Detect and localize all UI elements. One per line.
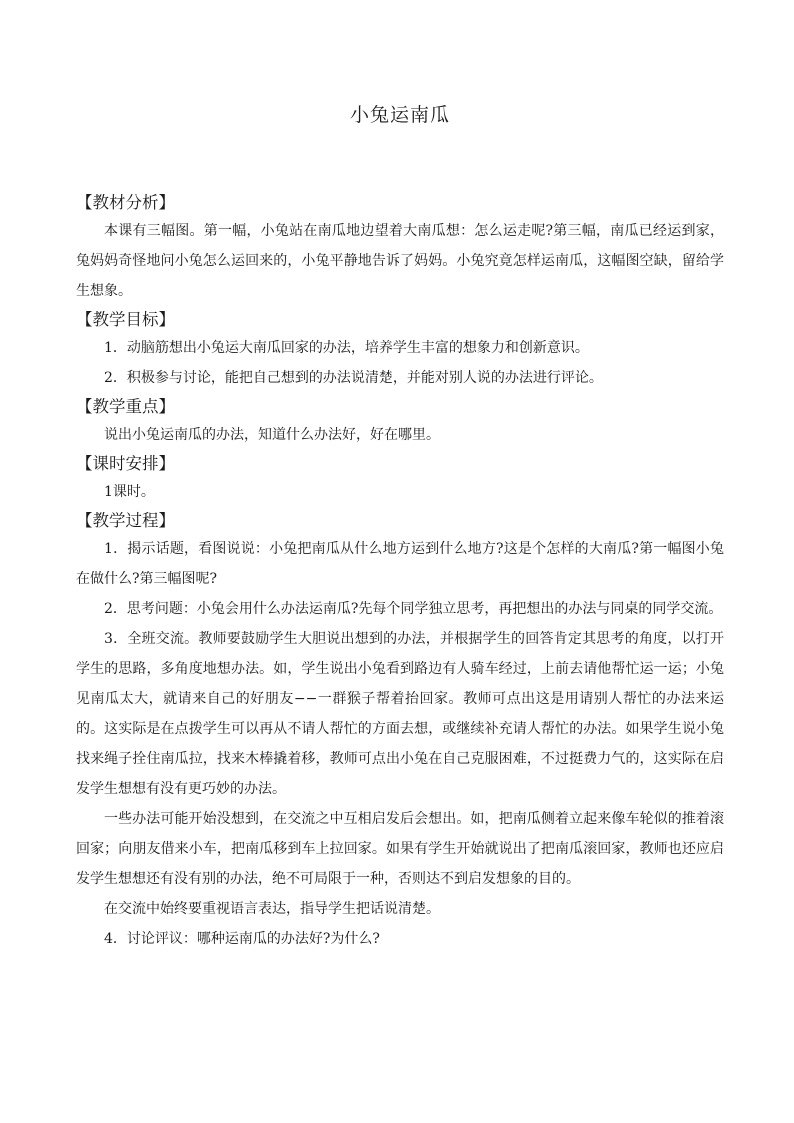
paragraph: 2．思考问题：小兔会用什么办法运南瓜?先每个同学独立思考，再把想出的办法与同桌的同学交流。 (104, 601, 723, 617)
paragraph: 2．积极参与讨论，能把自己想到的办法说清楚，并能对别人说的办法进行评论。 (104, 370, 603, 386)
paragraph: 1．动脑筋想出小兔运大南瓜回家的办法，培养学生丰富的想象力和创新意识。 (104, 340, 589, 356)
paragraph: 在交流中始终要重视语言表达，指导学生把话说清楚。 (104, 901, 440, 917)
paragraph: 3．全班交流。教师要鼓励学生大胆说出想到的办法，并根据学生的回答肯定其思考的角度，以打开学生的思路，多角度地想办法。如，学生说出小兔看到路边有人骑车经过，上前去请他帮忙运一运；小兔见南瓜太大，就请来自己的好朋友−−一群猴子帮着抬回家。教师可点出这是用请别人帮忙的办法来运的。这实际是在点拨学生可以再从不请人帮忙的方面去想，或继续补充请人帮忙的办法。如果学生说小兔找来绳子拴住南瓜拉，找来木棒撬着移，教师可点出小兔在自己克服困难，不过挺费力气的，这实际在启发学生想想有没有更巧妙的办法。 (76, 631, 724, 797)
document-title: 小兔运南瓜 (349, 104, 450, 126)
paragraph: 本课有三幅图。第一幅，小兔站在南瓜地边望着大南瓜想：怎么运走呢?第三幅，南瓜已经运到家，兔妈妈奇怪地问小兔怎么运回来的，小兔平静地告诉了妈妈。小兔究竟怎样运南瓜，这幅图空缺，留给学生想象。 (76, 223, 724, 299)
section-heading-teaching-process: 【教学过程】 (76, 511, 175, 530)
document-body (76, 189, 724, 954)
section-heading-teaching-goals: 【教学目标】 (76, 310, 175, 329)
paragraph: 一些办法可能开始没想到，在交流之中互相启发后会想出。如，把南瓜侧着立起来像车轮似的推着滚回家；向朋友借来小车，把南瓜移到车上拉回家。如果有学生开始就说出了把南瓜滚回家，教师也还应启发学生想想还有没有别的办法，绝不可局限于一种，否则达不到启发想象的目的。 (76, 811, 724, 887)
section-heading-material-analysis: 【教材分析】 (76, 193, 175, 212)
section-heading-teaching-focus: 【教学重点】 (76, 397, 175, 416)
paragraph: 4．讨论评议：哪种运南瓜的办法好?为什么? (104, 931, 380, 947)
section-heading-schedule: 【课时安排】 (76, 454, 175, 473)
paragraph: 1课时。 (104, 484, 155, 500)
paragraph: 说出小兔运南瓜的办法，知道什么办法好，好在哪里。 (104, 427, 440, 443)
paragraph: 1．揭示话题，看图说说：小兔把南瓜从什么地方运到什么地方?这是个怎样的大南瓜?第一幅图小兔在做什么?第三幅图呢? (76, 541, 724, 587)
